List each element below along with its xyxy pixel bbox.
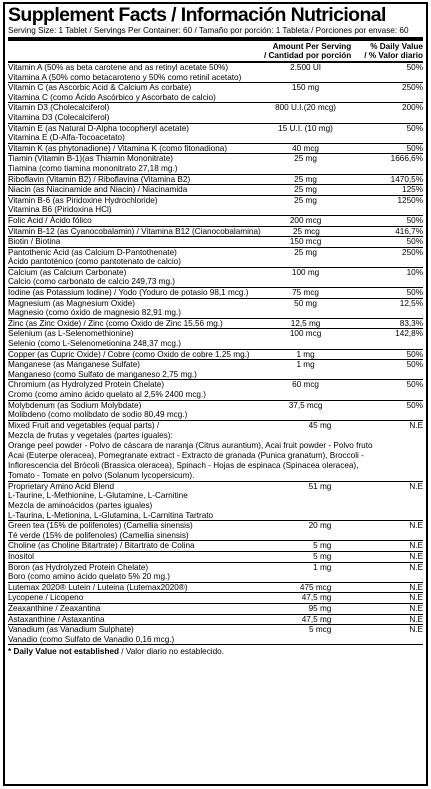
- nutrient-name-line: Niacin (as Niacinamide and Niacin) / Niacinamida: [8, 185, 188, 195]
- nutrient-dv: 50%: [406, 237, 423, 247]
- nutrient-name: [8, 154, 254, 173]
- amount-header-en: Amount Per Serving: [272, 42, 352, 51]
- nutrient-name-line: Manganeso (como Sulfato de manganeso 2,75 mg.): [8, 369, 197, 379]
- nutrient-row: [8, 521, 423, 541]
- nutrient-amount: 25 mg: [294, 247, 317, 257]
- nutrient-name: [8, 583, 254, 593]
- nutrient-name: [8, 482, 254, 520]
- nutrient-name-line: Ácido pantoténico (como pantotenato de calcio): [8, 257, 181, 267]
- nutrient-amount: 95 mg: [308, 603, 332, 613]
- footnote-bold: * Daily Value not established: [8, 647, 120, 657]
- nutrient-dv: 50%: [406, 143, 423, 153]
- nutrient-dv: 250%: [402, 83, 423, 93]
- nutrient-amount: 475 mcg: [299, 582, 332, 592]
- nutrient-dv: 50%: [406, 360, 423, 370]
- nutrient-name: [8, 615, 254, 625]
- nutrient-row: [8, 83, 423, 103]
- nutrient-row: [8, 401, 423, 421]
- nutrient-amount: 40 mcg: [292, 143, 319, 153]
- nutrient-amount: 2.500 UI: [290, 63, 322, 72]
- nutrient-amount: 51 mg: [308, 481, 332, 491]
- nutrient-amount: 5 mcg: [309, 625, 332, 635]
- nutrient-dv: N.E: [409, 593, 423, 603]
- nutrient-amount: 100 mcg: [289, 329, 322, 339]
- nutrient-amount: 1 mg: [296, 349, 315, 359]
- nutrient-row: [8, 237, 423, 248]
- nutrient-row: [8, 124, 423, 144]
- nutrient-name: [8, 103, 254, 122]
- nutrient-dv: 200%: [402, 103, 423, 113]
- nutrient-name-line: Biotin / Biotina: [8, 237, 61, 247]
- dv-header-es: / % Valor diario: [364, 51, 423, 60]
- nutrient-row: [8, 604, 423, 615]
- nutrient-name: [8, 248, 254, 267]
- nutrient-dv: 250%: [402, 247, 423, 257]
- nutrient-row: [8, 175, 423, 186]
- nutrient-row: [8, 196, 423, 216]
- nutrient-name-line: Zinc (as Zinc Oxide) / Zinc (como Óxido de Zinc 15,56 mg.): [8, 318, 223, 328]
- nutrient-dv: 83,3%: [399, 318, 423, 328]
- nutrient-name: [8, 541, 254, 551]
- nutrient-name-line: Mixed Fruit and vegetables (equal parts) /: [8, 420, 160, 430]
- nutrient-name: [8, 124, 254, 143]
- nutrient-name: [8, 329, 254, 348]
- nutrient-name-line: Calcium (as Calcium Carbonate): [8, 267, 127, 277]
- mixed-fruit-row: [8, 421, 423, 482]
- nutrient-amount: 25 mcg: [292, 226, 320, 236]
- nutrient-name-line: Vanadium (as Vanadium Sulphate): [8, 625, 134, 635]
- nutrient-amount: 37,5 mcg: [288, 400, 323, 410]
- nutrient-name: [8, 237, 254, 247]
- nutrient-row: [8, 615, 423, 626]
- nutrient-row: [8, 299, 423, 319]
- nutrient-name-line: Cromo (como amino ácido quelato al 2,5% 2400 mcg.): [8, 390, 206, 399]
- nutrient-name-line: L-Taurine, L-Methionine, L-Glutamine, L-Carnitine: [8, 491, 188, 501]
- amount-header-es: / Cantidad por porción: [263, 51, 352, 60]
- nutrient-name: [8, 421, 254, 441]
- nutrient-dv: N.E: [409, 521, 423, 531]
- nutrient-amount: 150 mcg: [289, 237, 322, 247]
- nutrient-dv: N.E: [409, 625, 423, 635]
- nutrient-name: [8, 380, 254, 399]
- dv-header: [357, 42, 423, 60]
- nutrient-row: [8, 103, 423, 123]
- nutrient-rows: [8, 63, 423, 421]
- nutrient-name: [8, 288, 254, 298]
- mix-description-line: Acai (Euterpe oleracea), Pomegranate extract - Extracto de granada (Punica granatum), Broccoli -: [8, 450, 364, 460]
- nutrient-name-line: Vitamin E (as Natural D-Alpha tocopheryl acetate): [8, 123, 189, 133]
- nutrient-name: [8, 360, 254, 379]
- nutrient-row: [8, 288, 423, 299]
- nutrient-name: [8, 552, 254, 562]
- header-spacer: [8, 42, 254, 60]
- nutrient-name-line: Vitamina C (como Ácido Ascórbico y Ascorbato de calcio): [8, 92, 216, 102]
- nutrient-row: [8, 63, 423, 83]
- nutrient-row: [8, 216, 423, 227]
- nutrient-dv: 12,5%: [399, 298, 423, 308]
- nutrient-name-line: Folic Acid / Ácido fólico: [8, 215, 92, 225]
- nutrient-name: [8, 63, 254, 82]
- nutrient-dv: 1250%: [397, 195, 423, 205]
- nutrient-name: [8, 350, 254, 360]
- nutrient-row: [8, 360, 423, 380]
- nutrient-name: [8, 299, 254, 318]
- mix-description-line: Orange peel powder - Polvo de cáscara de naranja (Citrus aurantium), Acai fruit powder - Polvo fruto: [8, 440, 373, 450]
- nutrient-dv: N.E: [409, 562, 423, 572]
- nutrient-row: [8, 583, 423, 594]
- nutrient-name-line: Tiamina (como tiamina mononitrato 27,18 mg.): [8, 163, 178, 173]
- nutrient-name-line: Choline (as Choline Bitartrate) / Bitartrato de Colina: [8, 541, 195, 551]
- nutrient-name-line: Calcio (como carbonato de calcio 249,73 mg.): [8, 277, 176, 287]
- nutrient-dv: 50%: [406, 123, 423, 133]
- nutrient-name-line: Vitamin C (as Ascorbic Acid & Calcium As corbate): [8, 83, 192, 93]
- nutrient-name-line: Vitamina D3 (Colecalciferol): [8, 112, 110, 122]
- nutrient-amount: 100 mg: [291, 267, 320, 277]
- nutrient-name-line: Chromium (as Hydrolyzed Protein Chelate): [8, 380, 165, 390]
- nutrient-name-line: Boro (como amino ácido quelato 5% 20 mg.): [8, 572, 171, 582]
- nutrient-name-line: Vitamin A (50% as beta carotene and as retinyl acetate 50%): [8, 63, 229, 72]
- nutrient-amount: 25 mg: [294, 195, 317, 205]
- nutrient-name-line: Astaxanthine / Astaxantina: [8, 614, 105, 624]
- nutrient-name-line: Molibdeno (como molibdato de sodio 80,49 mcg.): [8, 410, 188, 420]
- nutrient-name-line: Proprietary Amino Acid Blend: [8, 481, 115, 491]
- nutrient-row: [8, 541, 423, 552]
- nutrient-dv: N.E: [409, 551, 423, 561]
- nutrient-amount: 47,5 mg: [301, 593, 332, 603]
- nutrient-name-line: Selenio (como L-Selenometionina 248,37 mcg.): [8, 339, 181, 349]
- nutrient-name: [8, 175, 254, 185]
- nutrient-row: [8, 154, 423, 174]
- nutrient-name: [8, 144, 254, 154]
- nutrient-name-line: Vitamin K (as phytonadione) / Vitamina K (como fitonadiona): [8, 143, 228, 153]
- nutrient-dv: N.E: [409, 420, 423, 430]
- nutrient-dv: N.E: [409, 541, 423, 551]
- nutrient-name-line: Lutemax 2020® Lutein / Luteina (Lutemax2020®): [8, 582, 188, 592]
- nutrient-amount: 25 mg: [294, 185, 317, 195]
- nutrient-name-line: Copper (as Cupric Oxide) / Cobre (como Oxido de cobre 1,25 mg.): [8, 349, 250, 359]
- nutrient-dv: 50%: [406, 349, 423, 359]
- nutrient-name: [8, 604, 254, 614]
- dv-header-en: % Daily Value: [370, 42, 423, 51]
- nutrient-name: [8, 185, 254, 195]
- nutrient-name-line: Mezcla de aminoácidos (partes iguales): [8, 500, 153, 510]
- nutrient-dv: N.E: [409, 582, 423, 592]
- nutrient-row: [8, 329, 423, 349]
- nutrient-name: [8, 196, 254, 215]
- other-ingredient-rows: [8, 482, 423, 646]
- nutrient-name-line: Pantothenic Acid (as Calcium D-Pantothenate): [8, 247, 177, 257]
- nutrient-amount: 800 U.I.(20 mcg): [275, 103, 337, 113]
- nutrient-name-line: Tiamin (Vitamin B-1)(as Thiamin Mononitrate): [8, 154, 174, 164]
- nutrient-name-line: Zeaxanthine / Zeaxantina: [8, 603, 101, 613]
- nutrient-amount: 25 mg: [294, 174, 317, 184]
- nutrient-name-line: Green tea (15% de polifenoles) (Camellia sinensis): [8, 521, 193, 531]
- nutrient-row: [8, 593, 423, 604]
- nutrient-amount: 60 mcg: [292, 380, 319, 390]
- mix-description-line: Inflorescencia del Brócoli (Brassica oleracea), Spinach - Hojas de espinaca (Spinacea oleracea),: [8, 460, 359, 470]
- nutrient-name: [8, 216, 254, 226]
- nutrient-row: [8, 482, 423, 521]
- nutrient-amount: 75 mcg: [292, 288, 319, 298]
- nutrient-dv: 50%: [406, 380, 423, 390]
- mix-description-line: Tomato - Tomate en polvo (Solanum lycopersicum).: [8, 470, 195, 480]
- nutrient-row: [8, 552, 423, 563]
- nutrient-dv: 50%: [406, 215, 423, 225]
- footnote: [8, 645, 423, 658]
- footnote-rest: / Valor diario no establecido.: [119, 647, 225, 657]
- nutrient-name-line: Vitamina B6 (Piridoxina HCl): [8, 205, 112, 215]
- nutrient-row: [8, 625, 423, 645]
- nutrient-amount: 45 mg: [308, 420, 332, 430]
- nutrient-amount: 12,5 mg: [290, 318, 321, 328]
- nutrient-amount: 25 mg: [294, 154, 317, 164]
- nutrient-dv: 50%: [406, 400, 423, 410]
- column-header: [8, 41, 423, 63]
- nutrient-name-line: Magnesio (como óxido de magnesio 82,91 mg.): [8, 308, 181, 318]
- nutrient-amount: 50 mg: [294, 298, 317, 308]
- nutrient-name-line: Vitamina E (D-Alfa-Tocoacetato): [8, 133, 125, 143]
- panel-title: Supplement Facts / Información Nutricional: [8, 4, 386, 26]
- amount-header: [254, 42, 358, 60]
- nutrient-name: [8, 521, 254, 540]
- nutrient-name-line: Mezcla de frutas y vegetales (partes iguales):: [8, 430, 173, 440]
- nutrient-dv: 10%: [406, 267, 423, 277]
- nutrient-row: [8, 350, 423, 361]
- nutrient-dv: 50%: [406, 288, 423, 298]
- nutrient-row: [8, 248, 423, 268]
- nutrient-amount: 1 mg: [296, 360, 315, 370]
- nutrient-amount: 47,5 mg: [301, 614, 332, 624]
- nutrient-dv: N.E: [409, 614, 423, 624]
- nutrient-name-line: Vitamin B-6 (as Piridoxine Hydrochloride): [8, 195, 158, 205]
- nutrient-name: [8, 226, 261, 237]
- nutrient-amount: 150 mg: [291, 83, 320, 93]
- nutrient-name-line: Boron (as Hydrolyzed Protein Chelate): [8, 562, 149, 572]
- nutrient-name-line: Vanadio (como Sulfato de Vanadio 0,16 mcg.): [8, 634, 175, 644]
- nutrient-name: [8, 83, 254, 102]
- serving-info: Serving Size: 1 Tablet / Servings Per Container: 60 / Tamaño por porción: 1 Tableta / Porciones por envase: 60: [8, 26, 423, 41]
- nutrient-amount: 15 U.I. (10 mg): [278, 123, 333, 133]
- nutrient-name-line: Magnesium (as Magnesium Oxide): [8, 298, 135, 308]
- nutrient-amount: 20 mg: [308, 521, 332, 531]
- nutrient-dv: 125%: [402, 185, 423, 195]
- nutrient-name-line: Molybdenum (as Sodium Molybdate): [8, 400, 142, 410]
- nutrient-row: [8, 185, 423, 196]
- nutrient-row: [8, 268, 423, 288]
- nutrient-amount: 200 mcg: [289, 215, 322, 225]
- nutrient-dv: N.E: [409, 603, 423, 613]
- nutrient-name: [8, 593, 254, 603]
- nutrient-row: [8, 319, 423, 330]
- nutrient-dv: 1666,6%: [390, 154, 423, 164]
- nutrient-name-line: Vitamin B-12 (as Cyanocobalamin) / Vitamina B12 (Cianocobalamina): [8, 226, 261, 236]
- nutrient-amount: 1 mg: [313, 562, 332, 572]
- nutrient-row: [8, 563, 423, 583]
- nutrient-row: [8, 227, 423, 238]
- nutrient-name: [8, 401, 254, 420]
- nutrient-name-line: Vitamin D3 (Cholecalciferol): [8, 103, 110, 113]
- nutrient-name: [8, 268, 254, 287]
- nutrient-name-line: Riboflavin (Vitamin B2) / Riboflavina (Vitamina B2): [8, 174, 191, 184]
- mix-description: [8, 441, 423, 481]
- supplement-facts-panel: [3, 2, 428, 786]
- nutrient-name-line: L-Taurina, L-Metionina, L-Glutamina, L-Carnitina Tartrato: [8, 510, 214, 520]
- nutrient-row: [8, 144, 423, 155]
- nutrient-name-line: Iodine (as Potassium Iodine) / Yodo (Yoduro de potasio 98,1 mcg.): [8, 288, 249, 298]
- nutrient-name-line: Té verde (15% de polifenoles) (Camellia sinensis): [8, 530, 189, 540]
- nutrient-dv: 1470,5%: [390, 174, 423, 184]
- nutrient-dv: 416,7%: [395, 226, 423, 236]
- nutrient-amount: 5 mg: [313, 541, 332, 551]
- nutrient-name: [8, 625, 254, 644]
- nutrient-name: [8, 319, 254, 329]
- nutrient-dv: N.E: [409, 481, 423, 491]
- nutrient-name-line: Inositol: [8, 551, 34, 561]
- nutrient-name: [8, 563, 254, 582]
- nutrient-dv: 142,8%: [395, 329, 423, 339]
- nutrient-dv: 50%: [406, 63, 423, 72]
- nutrient-name-line: Vitamina A (50% como betacaroteno y 50% como retinil acetato): [8, 72, 242, 82]
- nutrient-row: [8, 380, 423, 400]
- nutrient-name-line: Selenium (as L-Selenomethionine): [8, 329, 134, 339]
- nutrient-name-line: Manganese (as Manganese Sulfate): [8, 360, 140, 370]
- nutrient-amount: 5 mg: [313, 551, 332, 561]
- nutrient-name-line: Lycopene / Licopeno: [8, 593, 84, 603]
